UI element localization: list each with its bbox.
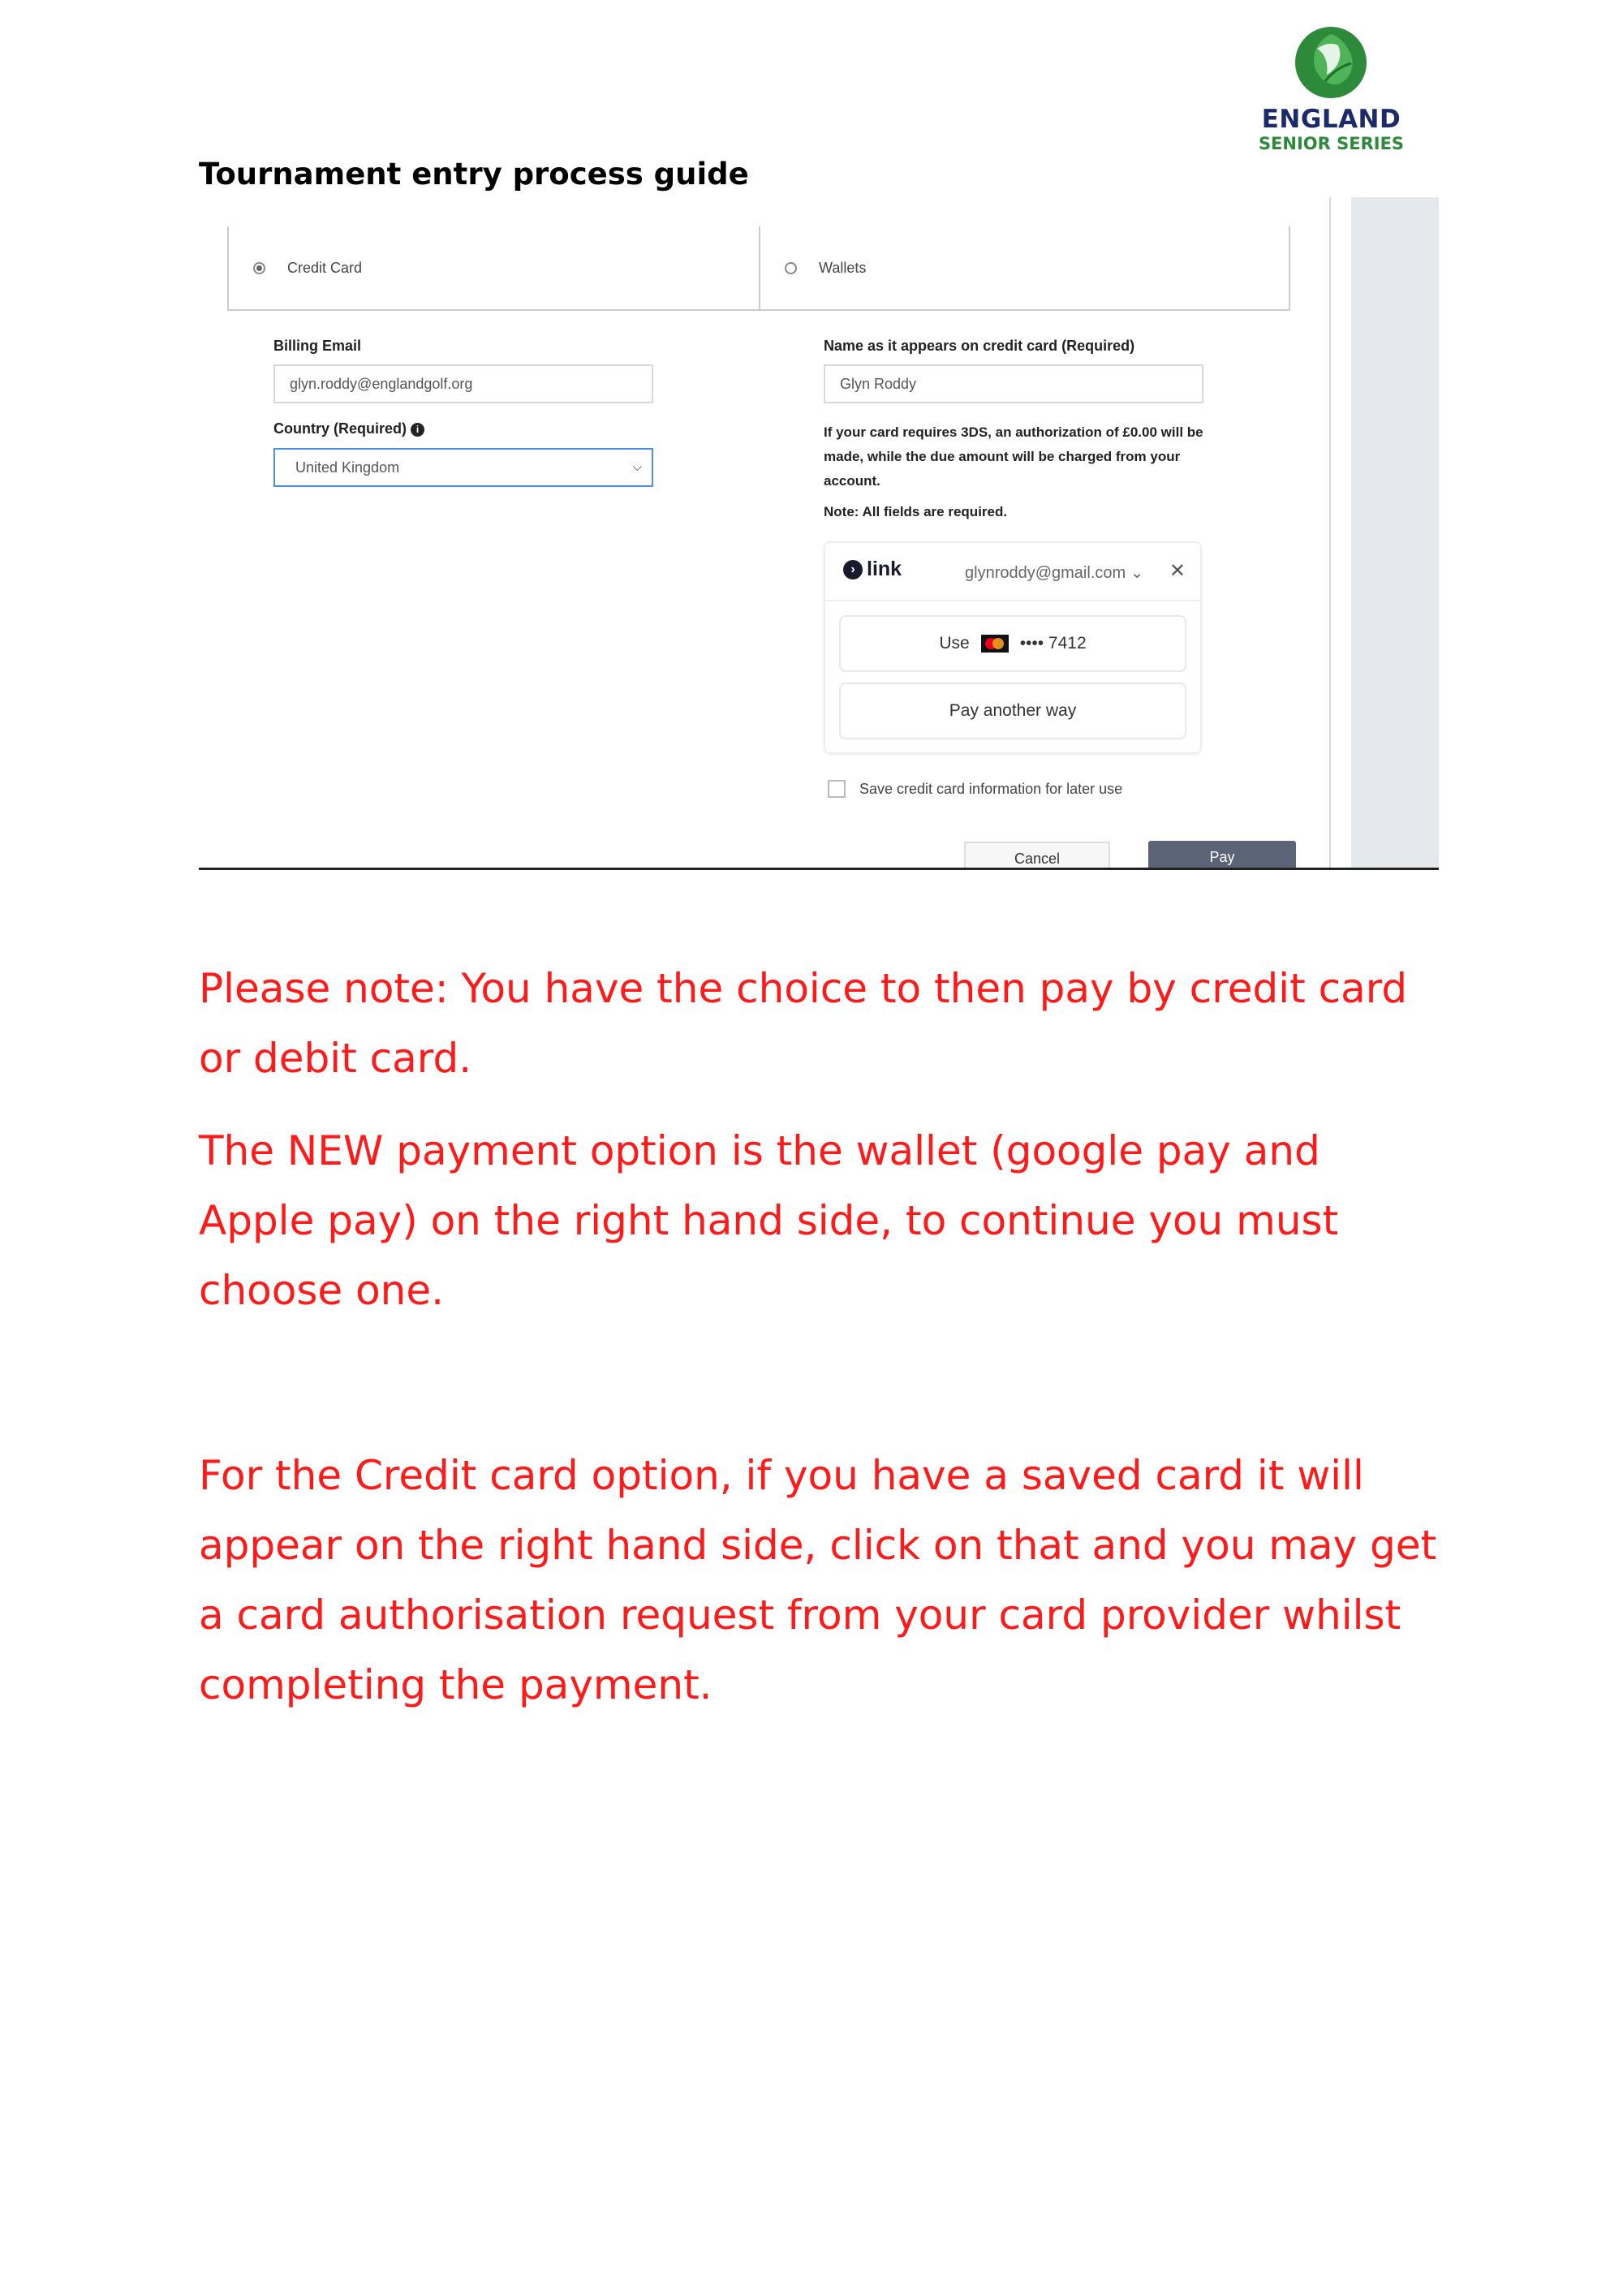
country-label [273,420,424,437]
pay-another-way-button[interactable]: Pay another way [839,683,1186,739]
required-fields-note: Note: All fields are required. [824,504,1008,519]
authorization-notice: If your card requires 3DS, an authorization of £0.00 will be made, while the due amount will be charged from your account. [824,424,1203,489]
link-logo [843,558,902,581]
chevron-down-icon: ⌵ [632,460,642,474]
info-icon[interactable]: i [411,423,424,437]
country-select[interactable] [273,448,653,487]
link-account-email-text: glynroddy@gmail.com [965,564,1126,582]
payment-form-screenshot [199,197,1439,868]
tab-credit-card-label: Credit Card [287,259,363,276]
tab-credit-card[interactable] [229,226,760,309]
save-card-checkbox[interactable] [828,780,846,798]
cardholder-name-value: Glyn Roddy [840,375,917,392]
payment-method-tabs [227,226,1290,311]
instruction-paragraph-1: Please note: You have the choice to then pay by credit card or debit card. [199,965,1408,1082]
cancel-button[interactable]: Cancel [964,842,1110,868]
country-value: United Kingdom [295,459,400,476]
cardholder-label: Name as it appears on credit card (Required) [824,338,1135,354]
save-card-row [828,780,1122,798]
mastercard-icon [981,635,1009,653]
tab-wallets-label: Wallets [819,259,867,276]
link-account-email[interactable] [965,562,1143,583]
document-title: Tournament entry process guide [199,157,749,192]
instruction-paragraph-3: For the Credit card option, if you have a saved card it will appear on the right hand side, click on that and you may get a card authorisation request from your card provider whilst completing the payment. [199,1452,1437,1708]
golf-leaf-icon [1293,24,1370,101]
panel-divider [1329,197,1331,868]
instruction-paragraph-2: The NEW payment option is the wallet (google pay and Apple pay) on the right hand side, to continue you must choose one. [199,1127,1339,1314]
save-card-label: Save credit card information for later use [859,780,1123,797]
card-digits: •••• 7412 [1019,634,1087,653]
tab-wallets[interactable] [760,226,1292,309]
screenshot-bottom-border [199,868,1439,870]
billing-email-value: glyn.roddy@englandgolf.org [290,375,473,392]
credit-card-radio[interactable] [253,262,265,274]
wallets-radio[interactable] [785,262,797,274]
billing-email-input[interactable] [273,364,653,403]
close-icon[interactable]: ✕ [1169,560,1186,582]
country-label-text: Country (Required) [273,420,407,437]
link-saved-payment-panel [824,541,1202,754]
link-brand-text: link [867,558,902,580]
england-senior-series-logo [1256,24,1406,153]
link-header [825,543,1200,601]
cardholder-name-input[interactable] [824,364,1203,403]
logo-line-2: SENIOR SERIES [1258,134,1405,153]
logo-line-1: ENGLAND [1261,105,1401,134]
chevron-down-icon: ⌄ [1130,564,1144,582]
use-label: Use [939,634,970,653]
use-saved-card-button[interactable] [839,615,1186,672]
link-arrow-icon: › [843,560,863,579]
pay-button[interactable]: Pay [1148,841,1296,868]
billing-email-label: Billing Email [273,338,362,354]
side-gutter [1351,197,1439,868]
